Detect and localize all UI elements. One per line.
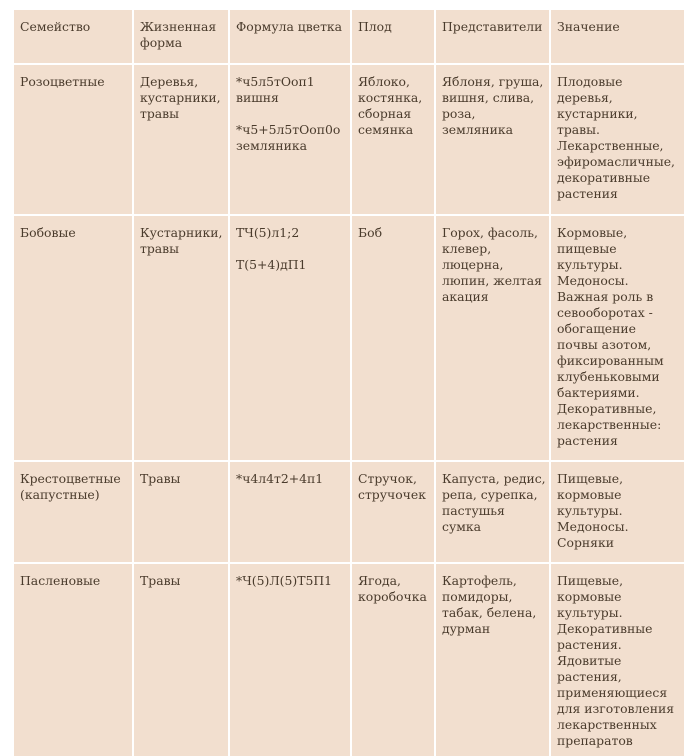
cell-text-line: *ч4л4т2+4п1 <box>236 471 324 486</box>
cell-text-line: Декоративные, <box>557 401 657 416</box>
cell-text-line: растения <box>557 433 618 448</box>
cell-text-line: кормовые <box>557 589 622 604</box>
cell-text-line: *ч5л5тОоп1 <box>236 74 315 89</box>
cell-text-line: Пищевые, <box>557 471 624 486</box>
cell-text-line: люцерна, <box>442 257 504 272</box>
cell-text-line: Картофель, <box>442 573 517 588</box>
cell-text-line: Ягода, <box>358 573 401 588</box>
cell-text-line: Боб <box>358 225 383 240</box>
cell-text-line: растения, <box>557 669 622 684</box>
cell-text-line: препаратов <box>557 733 633 748</box>
cell-fruit <box>351 64 435 215</box>
cell-text-line: семянка <box>358 122 414 137</box>
cell-text-line: кормовые <box>557 487 622 502</box>
cell-text-line: сборная <box>358 106 412 121</box>
header-life-form: Жизненная форма <box>133 9 229 64</box>
cell-text-line: Пищевые, <box>557 573 624 588</box>
cell-text-line: клубеньковыми <box>557 369 660 384</box>
plant-families-table <box>12 8 686 756</box>
cell-text-line: эфиромасличные, <box>557 154 675 169</box>
cell-text-line: применяющиеся <box>557 685 668 700</box>
formula-gap <box>236 106 345 122</box>
cell-text-line: декоративные <box>557 170 651 185</box>
cell-life-form <box>133 64 229 215</box>
table-row <box>13 461 685 563</box>
cell-text-line: культуры. <box>557 257 623 272</box>
cell-text-line: (капустные) <box>20 487 100 502</box>
cell-representatives <box>435 64 550 215</box>
cell-text-line: *ч5+5л5тОоп0о <box>236 122 341 137</box>
cell-text-line: вишня, слива, <box>442 90 535 105</box>
cell-text-line: пищевые <box>557 241 617 256</box>
cell-text-line: ТЧ(5)л1;2 <box>236 225 300 240</box>
cell-text-line: люпин, желтая <box>442 273 542 288</box>
cell-life-form <box>133 461 229 563</box>
cell-life-form <box>133 215 229 461</box>
cell-representatives <box>435 215 550 461</box>
cell-text-line: деревья, <box>557 90 613 105</box>
cell-text-line: *Ч(5)Л(5)Т5П1 <box>236 573 333 588</box>
cell-text-line: Бобовые <box>20 225 76 240</box>
cell-text-line: табак, белена, <box>442 605 537 620</box>
cell-text-line: Крестоцветные <box>20 471 121 486</box>
cell-text-line: травы. <box>557 122 600 137</box>
table-row <box>13 215 685 461</box>
cell-text-line: культуры. <box>557 605 623 620</box>
cell-text-line: Сорняки <box>557 535 614 550</box>
formula-gap <box>236 241 345 257</box>
cell-text-line: Важная роль в <box>557 289 654 304</box>
header-representatives: Представители <box>435 9 550 64</box>
cell-text-line: Розоцветные <box>20 74 105 89</box>
cell-text-line: Декоративные <box>557 621 653 636</box>
cell-text-line: дурман <box>442 621 491 636</box>
cell-fruit <box>351 215 435 461</box>
cell-text-line: Пасленовые <box>20 573 101 588</box>
cell-significance <box>550 215 685 461</box>
header-fruit: Плод <box>351 9 435 64</box>
cell-text-line: травы <box>140 241 180 256</box>
header-formula: Формула цветка <box>229 9 351 64</box>
cell-text-line: акация <box>442 289 489 304</box>
cell-text-line: Травы <box>140 573 181 588</box>
cell-text-line: Ядовитые <box>557 653 622 668</box>
cell-family <box>13 215 133 461</box>
cell-text-line: почвы азотом, <box>557 337 652 352</box>
cell-text-line: травы <box>140 106 180 121</box>
cell-text-line: Медоносы. <box>557 519 629 534</box>
table-row <box>13 64 685 215</box>
cell-text-line: Деревья, <box>140 74 199 89</box>
cell-significance <box>550 64 685 215</box>
cell-text-line: бактериями. <box>557 385 640 400</box>
cell-text-line: сумка <box>442 519 481 534</box>
cell-text-line: земляника <box>442 122 514 137</box>
cell-text-line: Яблоко, <box>358 74 410 89</box>
cell-text-line: Стручок, <box>358 471 417 486</box>
cell-text-line: вишня <box>236 90 279 105</box>
cell-text-line: севооборотах - <box>557 305 653 320</box>
cell-text-line: Т(5+4)дП1 <box>236 257 307 272</box>
cell-family <box>13 563 133 756</box>
cell-text-line: для изготовления <box>557 701 675 716</box>
cell-text-line: кустарники, <box>557 106 638 121</box>
cell-text-line: репа, сурепка, <box>442 487 538 502</box>
header-significance: Значение <box>550 9 685 64</box>
cell-text-line: коробочка <box>358 589 427 604</box>
cell-family <box>13 461 133 563</box>
cell-text-line: пастушья <box>442 503 505 518</box>
cell-text-line: кустарники, <box>140 90 221 105</box>
cell-text-line: Яблоня, груша, <box>442 74 544 89</box>
cell-text-line: Лекарственные, <box>557 138 664 153</box>
cell-text-line: фиксированным <box>557 353 664 368</box>
cell-text-line: Плодовые <box>557 74 623 89</box>
cell-fruit <box>351 461 435 563</box>
cell-family <box>13 64 133 215</box>
cell-representatives <box>435 563 550 756</box>
cell-formula <box>229 461 351 563</box>
cell-formula <box>229 64 351 215</box>
cell-text-line: Капуста, редис, <box>442 471 546 486</box>
table-row <box>13 563 685 756</box>
cell-formula <box>229 215 351 461</box>
cell-formula <box>229 563 351 756</box>
cell-text-line: роза, <box>442 106 476 121</box>
cell-text-line: Горох, фасоль, <box>442 225 538 240</box>
cell-text-line: Медоносы. <box>557 273 629 288</box>
cell-text-line: растения. <box>557 637 622 652</box>
cell-text-line: Травы <box>140 471 181 486</box>
table-header-row <box>13 9 685 64</box>
cell-text-line: стручочек <box>358 487 426 502</box>
cell-text-line: костянка, <box>358 90 423 105</box>
cell-life-form <box>133 563 229 756</box>
cell-text-line: земляника <box>236 138 308 153</box>
cell-text-line: клевер, <box>442 241 492 256</box>
cell-significance <box>550 461 685 563</box>
cell-text-line: лекарственные: <box>557 417 662 432</box>
header-family: Семейство <box>13 9 133 64</box>
cell-text-line: растения <box>557 186 618 201</box>
cell-text-line: обогащение <box>557 321 636 336</box>
cell-text-line: культуры. <box>557 503 623 518</box>
cell-text-line: лекарственных <box>557 717 657 732</box>
cell-fruit <box>351 563 435 756</box>
cell-text-line: помидоры, <box>442 589 513 604</box>
cell-text-line: Кормовые, <box>557 225 628 240</box>
cell-representatives <box>435 461 550 563</box>
cell-significance <box>550 563 685 756</box>
cell-text-line: Кустарники, <box>140 225 223 240</box>
